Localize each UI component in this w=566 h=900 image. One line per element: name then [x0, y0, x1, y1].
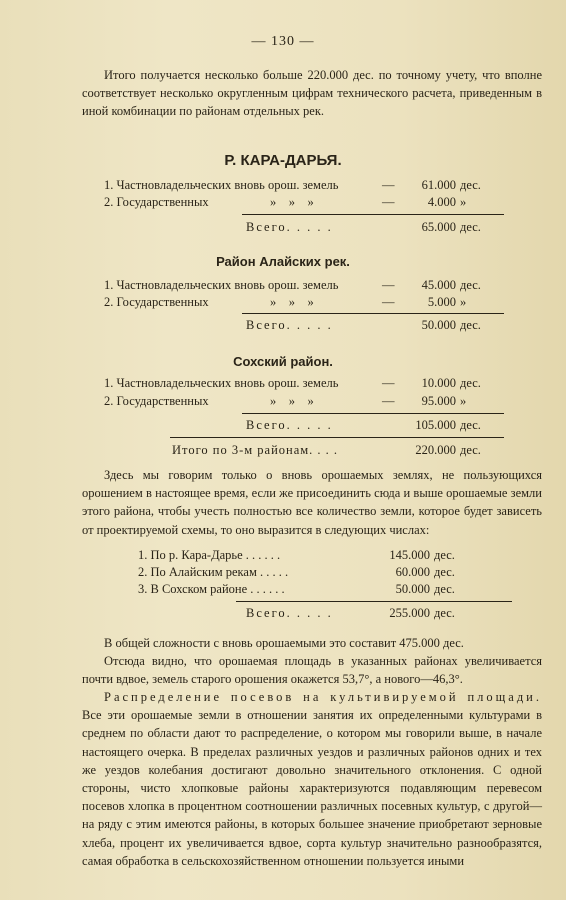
- grand-total: [172, 443, 502, 459]
- row-label: 2. Государственных: [104, 394, 209, 408]
- row-label: 1. Частновладельческих вновь орош. земель: [104, 376, 339, 390]
- section-heading-sokh: Сохский район.: [233, 354, 333, 369]
- paragraph-5-text: Все эти орошаемые земли в отношении занятия их определенными культурами в среднем по области дают то распределение, о котором мы говорили выше, в начале настоящего очерка. В пределах различных уездов и различных районов одних и тех же уездов колебания достигают довольно значительного отклонения. С одной стороны, чисто хлопковые районы характеризуются подавляющим перевесом посевов хлопка в процентном соотношении различных посевных культур, с другой—на ряду с этим имеются районы, в которых большее значение приобретают зерновые хлеба, процент их увеличивается вдвое, сорта культур значительно разнообразятся, самая обработка в сельскохозяйственном отношении пользуется иными: [82, 708, 542, 868]
- section-total: [234, 318, 504, 334]
- row-label: 3. В Сохском районе . . . . . .: [138, 582, 285, 596]
- total-unit: дес.: [460, 220, 481, 234]
- sum-rule: [242, 313, 504, 314]
- row-value: 145.000: [389, 548, 430, 562]
- intro-paragraph: Итого получается несколько больше 220.000 дес. по точному учету, что вполне соответствует несколько округленным цифрам технического расчета, приведенным в иной комбинации по районам отдельных рек.: [82, 68, 542, 119]
- row-unit: дес.: [434, 548, 455, 562]
- sum-rule: [236, 601, 512, 602]
- row-label: 1. Частновладельческих вновь орош. земель: [104, 278, 339, 292]
- row-value: 4.000: [427, 195, 456, 209]
- table-row: [104, 295, 504, 311]
- total-label: Всего. . . . .: [246, 318, 333, 332]
- row-value: 45.000: [421, 278, 456, 292]
- row-unit: дес.: [434, 565, 455, 579]
- row-ditto: » » »: [270, 394, 314, 408]
- row-value: 61.000: [421, 178, 456, 192]
- grand-total-value: 220.000: [415, 443, 456, 457]
- total-label: Всего. . . . .: [246, 606, 333, 620]
- section-subtitle: Распределение посевов на культивируемой площади.: [104, 690, 542, 704]
- section-heading-kara-darya: Р. КАРА-ДАРЬЯ.: [224, 152, 342, 169]
- section-total: [234, 220, 504, 236]
- summary-total: [238, 606, 498, 622]
- row-value: 60.000: [395, 565, 430, 579]
- total-unit: дес.: [434, 606, 455, 620]
- row-label: 1. По р. Кара-Дарье . . . . . .: [138, 548, 281, 562]
- table-row: [104, 178, 504, 194]
- row-value: 5.000: [427, 295, 456, 309]
- row-dash: —: [382, 295, 395, 309]
- total-label: Всего. . . . .: [246, 418, 333, 432]
- table-row: [138, 582, 498, 598]
- sum-rule: [242, 214, 504, 215]
- row-unit: »: [460, 195, 467, 209]
- row-dash: —: [382, 178, 395, 192]
- row-unit: »: [460, 394, 467, 408]
- paragraph-2: Здесь мы говорим только о вновь орошаемых землях, не пользующихся орошением в настоящее время, если же присоединить сюда и выше орошаемые земли этого района, чтобы учесть полностью все количество земли, которое будет зависеть от проектируемой схемы, то оно выразится в следующих числах:: [82, 468, 542, 537]
- row-value: 50.000: [395, 582, 430, 596]
- total-value: 50.000: [421, 318, 456, 332]
- page-number: — 130 —: [251, 34, 315, 49]
- total-value: 105.000: [415, 418, 456, 432]
- total-value: 65.000: [421, 220, 456, 234]
- table-row: [104, 394, 504, 410]
- section-total: [234, 418, 504, 434]
- total-unit: дес.: [460, 318, 481, 332]
- row-dash: —: [382, 394, 395, 408]
- paragraph-4: Отсюда видно, что орошаемая площадь в указанных районах увеличивается почти вдвое, земель старого орошения окажется 53,7°, а нового—46,3°.: [82, 654, 542, 687]
- total-unit: дес.: [460, 418, 481, 432]
- row-unit: дес.: [460, 376, 481, 390]
- paragraph-3: В общей сложности с вновь орошаемыми это составит 475.000 дес.: [104, 636, 464, 650]
- grand-rule: [170, 437, 504, 438]
- table-row: [138, 565, 498, 581]
- row-label: 1. Частновладельческих вновь орош. земель: [104, 178, 339, 192]
- row-unit: дес.: [434, 582, 455, 596]
- total-value: 255.000: [389, 606, 430, 620]
- row-unit: дес.: [460, 278, 481, 292]
- grand-total-label: Итого по 3-м районам. . . .: [172, 443, 339, 457]
- row-value: 95.000: [421, 394, 456, 408]
- grand-total-unit: дес.: [460, 443, 481, 457]
- row-dash: —: [382, 195, 395, 209]
- row-ditto: » » »: [270, 195, 314, 209]
- row-label: 2. По Алайским рекам . . . . .: [138, 565, 289, 579]
- row-label: 2. Государственных: [104, 195, 209, 209]
- table-row: [104, 376, 504, 392]
- row-ditto: » » »: [270, 295, 314, 309]
- row-dash: —: [382, 376, 395, 390]
- table-row: [104, 195, 504, 211]
- total-label: Всего. . . . .: [246, 220, 333, 234]
- section-heading-alai: Район Алайских рек.: [216, 254, 350, 269]
- table-row: [138, 548, 498, 564]
- paragraph-5: [82, 688, 542, 870]
- row-unit: дес.: [460, 178, 481, 192]
- table-row: [104, 278, 504, 294]
- row-label: 2. Государственных: [104, 295, 209, 309]
- row-value: 10.000: [421, 376, 456, 390]
- sum-rule: [242, 413, 504, 414]
- row-dash: —: [382, 278, 395, 292]
- row-unit: »: [460, 295, 467, 309]
